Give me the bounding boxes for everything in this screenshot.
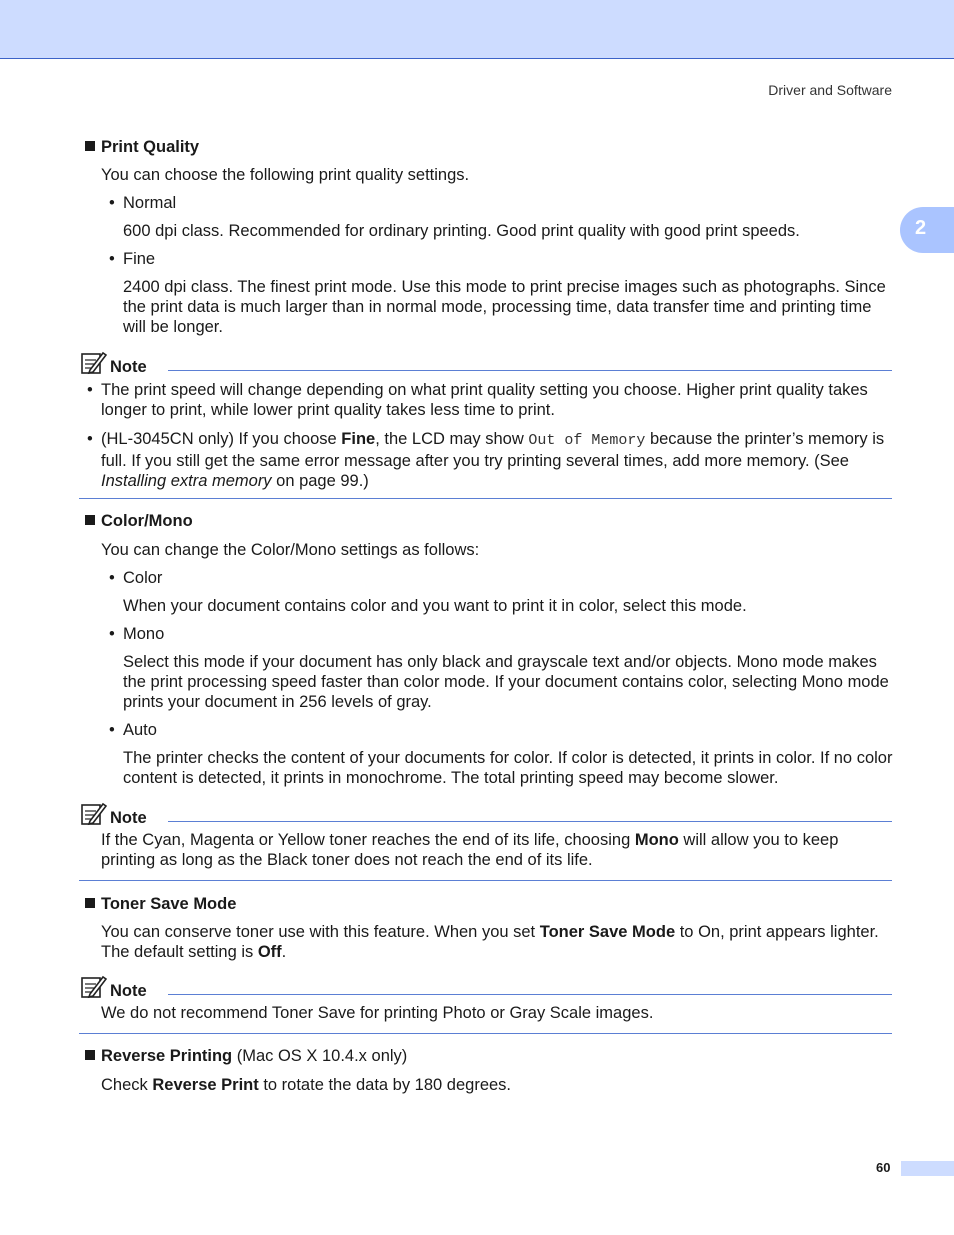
note-toner-save-photo: We do not recommend Toner Save for printing Photo or Gray Scale images. [101,1004,654,1022]
bullet-dot-icon: • [87,381,93,399]
note-item-print-speed: The print speed will change depending on what print quality setting you choose. Higher print quality takes longer to print, while lower print quality takes less time to print. [101,381,868,419]
footer-bar [901,1161,954,1176]
cross-reference-link[interactable]: Installing extra memory [101,472,272,490]
note-pencil-icon [81,975,107,999]
print-quality-intro: You can choose the following print quality settings. [101,166,470,184]
note-label: Note [110,809,147,827]
section-rule [79,1033,892,1034]
note-toner-life: If the Cyan, Magenta or Yellow toner reaches the end of its life, choosing Mono will allow you to keep printing as long as the Black toner does not reach the end of its life. [101,831,839,869]
section-heading-toner-save: Toner Save Mode [85,894,236,914]
square-bullet-icon [85,141,95,151]
option-label-auto: Auto [123,721,157,739]
section-heading-print-quality: Print Quality [85,137,199,157]
section-rule [79,880,892,881]
reverse-printing-text: Check Reverse Print to rotate the data by 180 degrees. [101,1076,512,1094]
option-desc-normal: 600 dpi class. Recommended for ordinary printing. Good print quality with good print speeds. [123,222,800,240]
note-label: Note [110,358,147,376]
bullet-dot-icon: • [109,721,115,739]
option-label-fine: Fine [123,250,156,268]
option-desc-auto: The printer checks the content of your documents for color. If color is detected, it prints in color. If no color content is detected, it prints in monochrome. The total printing speed may become slower. [123,749,893,787]
lcd-message: Out of Memory [528,432,646,449]
section-heading-color-mono: Color/Mono [85,511,193,531]
option-desc-color: When your document contains color and you want to print it in color, select this mode. [123,597,747,615]
note-pencil-icon [81,351,107,375]
bullet-dot-icon: • [109,625,115,643]
bullet-dot-icon: • [109,569,115,587]
square-bullet-icon [85,898,95,908]
section-heading-reverse-printing: Reverse Printing (Mac OS X 10.4.x only) [85,1046,407,1066]
note-label: Note [110,982,147,1000]
option-desc-fine: 2400 dpi class. The finest print mode. Use this mode to print precise images such as photographs. Since the print data is much larger than in normal mode, processing time, data transfer time and printing time will be longer. [123,278,886,336]
note-rule [168,994,892,995]
header-band [0,0,954,59]
note-item-memory-tail: Installing extra memory on page 99.) [101,472,369,490]
option-desc-mono: Select this mode if your document has only black and grayscale text and/or objects. Mono mode makes the print processing speed faster than color mode. If your document contains color, selecting Mono mode prints your document in 256 levels of gray. [123,653,889,711]
bullet-dot-icon: • [87,430,93,448]
note-rule [168,821,892,822]
page-number: 60 [876,1160,891,1175]
section-rule [79,498,892,499]
note-rule [168,370,892,371]
option-label-mono: Mono [123,625,165,643]
note-item-memory-line1: (HL-3045CN only) If you choose Fine, the LCD may show Out of Memory because the printer’s memory is full. If you still get the same error message after you try printing several times, add more memory. (See Installing extra memory on page 99.) [101,430,885,490]
option-label-normal: Normal [123,194,177,212]
toner-save-text: You can conserve toner use with this feature. When you set Toner Save Mode to On, print appears lighter. The default setting is Off. [101,923,879,961]
chapter-number: 2 [915,217,927,239]
square-bullet-icon [85,1050,95,1060]
bullet-dot-icon: • [109,194,115,212]
running-header: Driver and Software [768,82,892,98]
bullet-dot-icon: • [109,250,115,268]
color-mono-intro: You can change the Color/Mono settings as follows: [101,541,480,559]
square-bullet-icon [85,515,95,525]
note-pencil-icon [81,802,107,826]
chapter-tab [900,207,954,253]
option-label-color: Color [123,569,163,587]
